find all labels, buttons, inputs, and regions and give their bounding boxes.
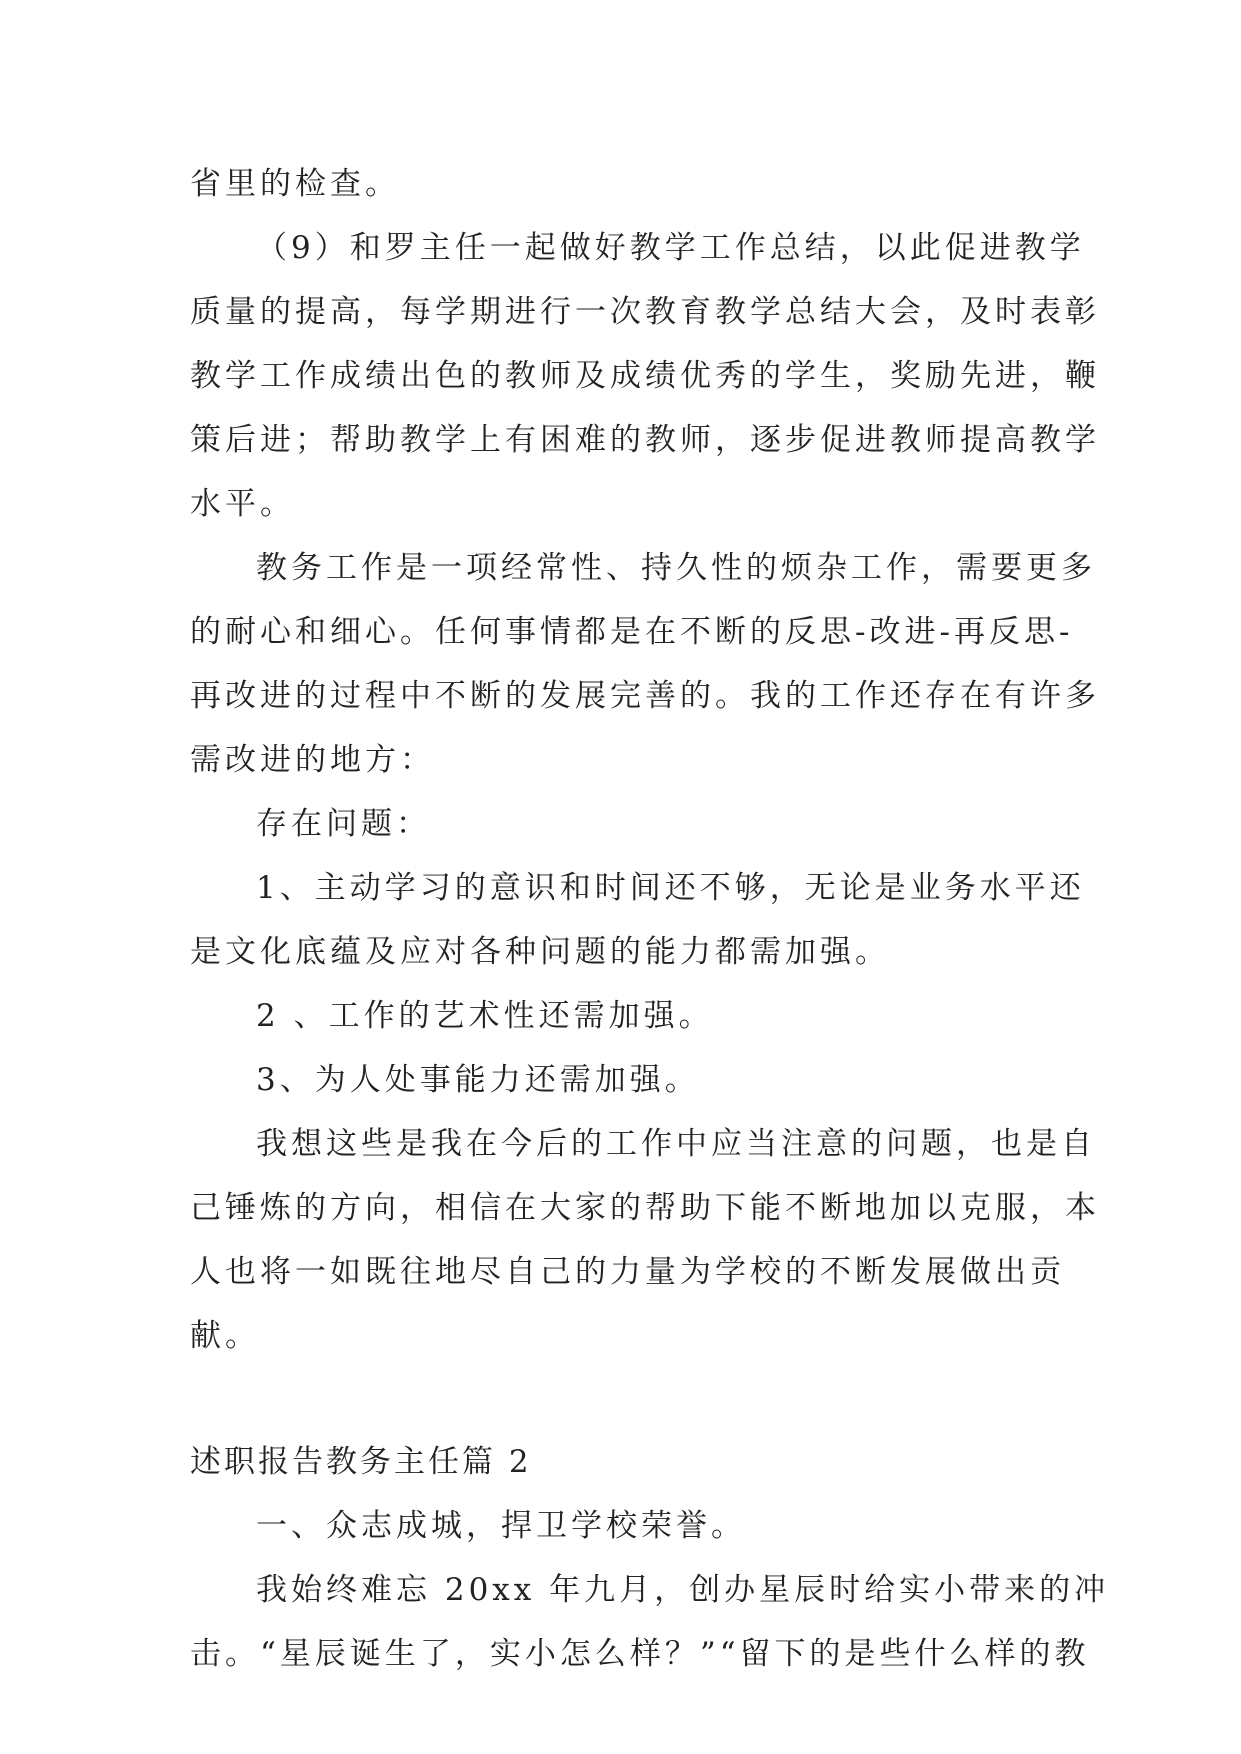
text-line: 策后进；帮助教学上有困难的教师，逐步促进教师提高教学 [190,422,1100,458]
text-line: 省里的检查。 [190,166,400,202]
text-line: 击。“星辰诞生了，实小怎么样？”“留下的是些什么样的教 [190,1636,1090,1672]
text-line: 质量的提高，每学期进行一次教育教学总结大会，及时表彰 [190,294,1100,330]
text-line: （9）和罗主任一起做好教学工作总结，以此促进教学 [256,230,1085,266]
text-line: 的耐心和细心。任何事情都是在不断的反思-改进-再反思- [190,614,1074,650]
text-line: 我始终难忘 20xx 年九月，创办星辰时给实小带来的冲 [256,1572,1110,1608]
text-line: 再改进的过程中不断的发展完善的。我的工作还存在有许多 [190,678,1100,714]
text-line: 教务工作是一项经常性、持久性的烦杂工作，需要更多 [256,550,1096,586]
text-line: 是文化底蕴及应对各种问题的能力都需加强。 [190,934,890,970]
text-line: 我想这些是我在今后的工作中应当注意的问题，也是自 [256,1126,1096,1162]
section-gap [190,1368,1052,1430]
section-heading: 述职报告教务主任篇 2 [190,1444,532,1480]
text-line: 1、主动学习的意识和时间还不够，无论是业务水平还 [256,870,1085,906]
text-line: 一、众志成城，捍卫学校荣誉。 [256,1508,746,1544]
text-line: 人也将一如既往地尽自己的力量为学校的不断发展做出贡 [190,1254,1065,1290]
text-line: 己锤炼的方向，相信在大家的帮助下能不断地加以克服，本 [190,1190,1100,1226]
text-line: 献。 [190,1318,260,1354]
document-body [190,152,1110,1686]
text-line: 需改进的地方： [190,742,435,778]
text-line: 2 、工作的艺术性还需加强。 [256,998,714,1034]
text-line: 存在问题： [256,806,431,842]
text-line: 教学工作成绩出色的教师及成绩优秀的学生，奖励先进，鞭 [190,358,1100,394]
text-line: 水平。 [190,486,295,522]
text-line: 3、为人处事能力还需加强。 [256,1062,700,1098]
